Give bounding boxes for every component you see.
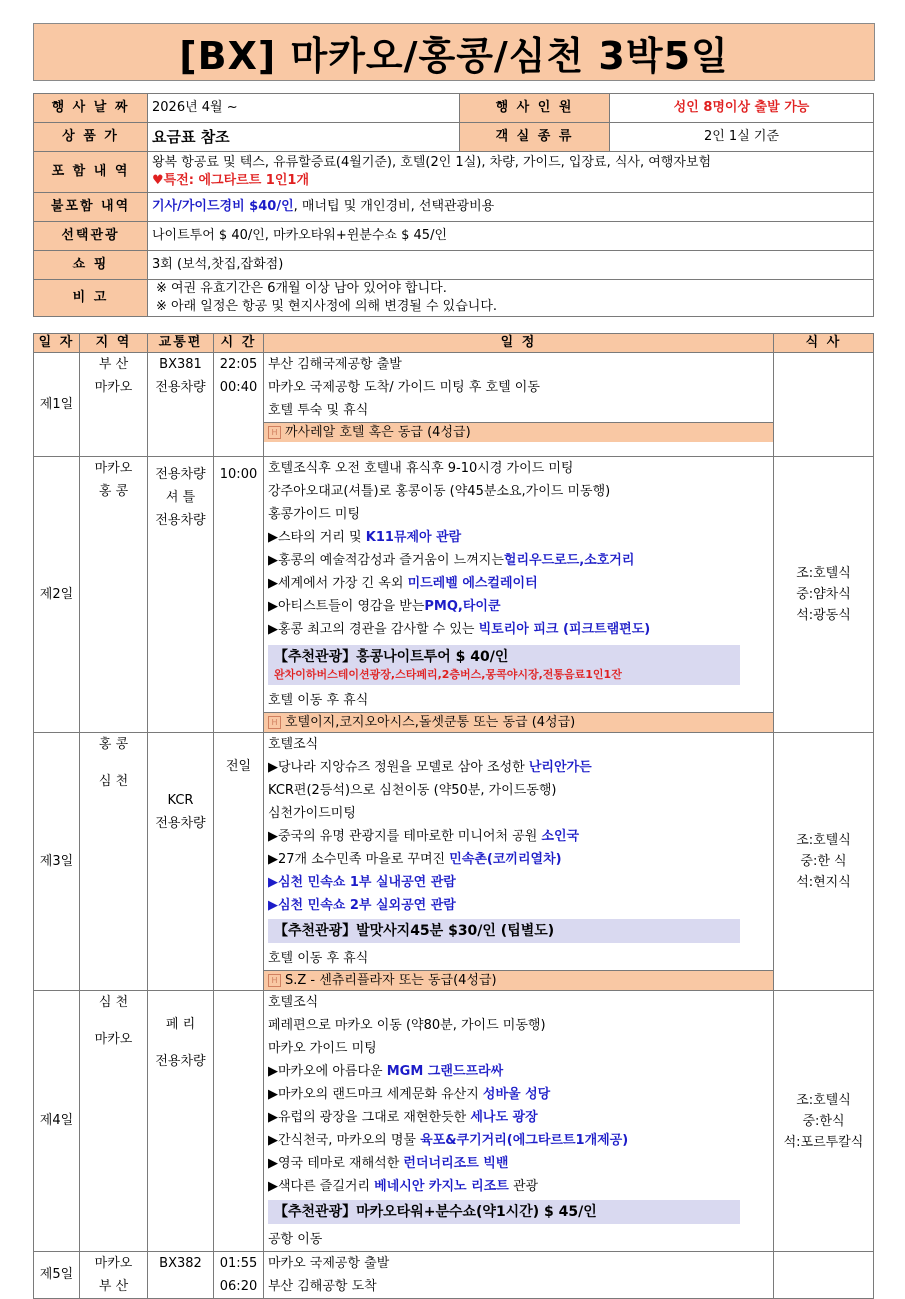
special-offer: ♥특전: 에그타르트 1인1개 <box>152 173 310 188</box>
region: 부 산 <box>98 357 129 372</box>
schedule-lines <box>268 991 769 1198</box>
line-text: ▶세계에서 가장 긴 옥외 <box>268 576 408 591</box>
transport: 전용차량 <box>155 816 206 831</box>
optional-label: 선택관광 <box>34 222 148 251</box>
schedule-line <box>268 1014 769 1037</box>
hotel-name: 호텔이지,코지오아시스,돌셋쿤통 또는 동급 (4성급) <box>285 715 576 730</box>
recommended-tour <box>268 919 740 943</box>
region: 부 산 <box>98 1279 129 1294</box>
schedule-line: 마카오 국제공항 도착/ 가이드 미팅 후 호텔 이동 <box>268 380 540 395</box>
line-highlight: K11뮤제아 관람 <box>365 530 462 545</box>
shopping-label: 쇼 핑 <box>34 251 148 280</box>
schedule-line <box>268 991 769 1014</box>
line-text: ▶마카오의 랜드마크 세계문화 유산지 <box>268 1087 483 1102</box>
meals-cell <box>774 457 874 733</box>
schedule-line <box>268 733 769 756</box>
schedule-cell <box>264 1252 774 1299</box>
exclude-cell <box>148 193 874 222</box>
region-cell <box>80 457 148 733</box>
schedule-line <box>268 1129 769 1152</box>
line-highlight: MGM 그랜드프라싸 <box>386 1064 504 1079</box>
day-label: 제1일 <box>34 353 80 457</box>
line-highlight: 미드레벨 에스컬레이터 <box>407 576 538 591</box>
schedule-line <box>268 549 769 572</box>
meal: 중:얌차식 <box>796 587 851 602</box>
transport-cell <box>148 353 214 457</box>
day-label: 제5일 <box>34 1252 80 1299</box>
transport: 페 리 <box>165 1017 196 1032</box>
line-highlight: ▶심천 민속쇼 1부 실내공연 관람 <box>268 875 456 890</box>
line-highlight: 헐리우드로드,소호거리 <box>503 553 635 568</box>
line-text: 호텔조식후 오전 호텔내 휴식후 9-10시경 가이드 미팅 <box>268 461 574 476</box>
transport: 전용차량 <box>155 467 206 482</box>
time-cell <box>214 353 264 457</box>
line-text: ▶마카오에 아름다운 <box>268 1064 387 1079</box>
line-highlight: 세나도 광장 <box>470 1110 538 1125</box>
schedule-line: 마카오 국제공항 출발 <box>268 1256 390 1271</box>
line-text: ▶홍콩 최고의 경관을 감사할 수 있는 <box>268 622 479 637</box>
region: 마카오 <box>94 1032 133 1047</box>
transport-cell <box>148 991 214 1252</box>
schedule-cell <box>264 457 774 733</box>
header-transport: 교통편 <box>148 334 214 353</box>
meal: 석:광동식 <box>796 608 851 623</box>
include-cell <box>148 152 874 193</box>
include-label: 포 함 내 역 <box>34 152 148 193</box>
transport: BX382 <box>159 1256 202 1271</box>
transport: 전용차량 <box>155 513 206 528</box>
line-text: ▶27개 소수민족 마을로 꾸며진 <box>268 852 450 867</box>
header-region: 지 역 <box>80 334 148 353</box>
region: 심 천 <box>98 995 129 1010</box>
exclude-guide-fee: 기사/가이드경비 $40/인 <box>152 199 294 214</box>
time: 06:20 <box>219 1279 258 1294</box>
time: 01:55 <box>219 1256 258 1271</box>
meal: 석:현지식 <box>796 875 851 890</box>
meal: 중:한식 <box>802 1113 845 1129</box>
region: 마카오 <box>94 1256 133 1271</box>
line-text: ▶중국의 유명 관광지를 테마로한 미니어처 공원 <box>268 829 542 844</box>
line-highlight: 빅토리아 피크 (피크트램편도) <box>478 622 651 637</box>
room-label: 객 실 종 류 <box>460 123 610 152</box>
schedule-line: 호텔 투숙 및 휴식 <box>268 403 369 418</box>
time-cell <box>214 457 264 733</box>
schedule-line <box>268 572 769 595</box>
recommended-tour <box>268 645 740 685</box>
line-highlight: 소인국 <box>541 829 580 844</box>
hotel-row <box>264 422 773 442</box>
transport: 셔 틀 <box>165 490 196 505</box>
line-text: 홍콩가이드 미팅 <box>268 507 361 522</box>
day-label: 제4일 <box>34 991 80 1252</box>
line-text: ▶당나라 지앙슈즈 정원을 모델로 삼아 조성한 <box>268 760 529 775</box>
transport: 전용차량 <box>155 1054 206 1069</box>
line-text: 호텔조식 <box>268 995 319 1010</box>
schedule-line <box>268 756 769 779</box>
line-text: ▶색다른 즐길거리 <box>268 1179 375 1194</box>
schedule-table <box>33 333 874 1299</box>
day-row <box>34 991 874 1252</box>
header-meals: 식 사 <box>774 334 874 353</box>
note-line-2: ※ 아래 일정은 항공 및 현지사정에 의해 변경될 수 있습니다. <box>156 299 498 314</box>
people-value: 성인 8명이상 출발 가능 <box>610 94 874 123</box>
line-text: 강주아오대교(셔틀)로 홍콩이동 (약45분소요,가이드 미동행) <box>268 484 611 499</box>
meal: 석:포르투칼식 <box>783 1134 864 1150</box>
people-label: 행 사 인 원 <box>460 94 610 123</box>
line-text: ▶간식천국, 마카오의 명물 <box>268 1133 421 1148</box>
schedule-line <box>268 503 769 526</box>
line-text: 페레편으로 마카오 이동 (약80분, 가이드 미동행) <box>268 1018 546 1033</box>
schedule-line <box>268 595 769 618</box>
hotel-name: 까사레알 호텔 혹은 동급 (4성급) <box>285 425 471 440</box>
schedule-line <box>268 1083 769 1106</box>
region: 마카오 <box>94 461 133 476</box>
recommended-detail: 완차이하버스테이션광장,스타페리,2층버스,몽콕야시장,전통음료1인1잔 <box>274 668 622 681</box>
line-text: ▶유럽의 광장을 그대로 재현한듯한 <box>268 1110 471 1125</box>
schedule-cell <box>264 991 774 1252</box>
recommended-title: 【추천관광】마카오타워+분수쇼(약1시간) $ 45/인 <box>274 1204 597 1220</box>
line-text: 호텔조식 <box>268 737 319 752</box>
region: 마카오 <box>94 380 133 395</box>
schedule-lines <box>268 457 769 641</box>
day-row <box>34 733 874 991</box>
date-label: 행 사 날 짜 <box>34 94 148 123</box>
schedule-line <box>268 871 769 894</box>
line-highlight: 베네시안 카지노 리조트 <box>374 1179 509 1194</box>
hotel-row <box>264 970 773 990</box>
schedule-line: 부산 김해공항 도착 <box>268 1279 377 1294</box>
schedule-line: 부산 김해국제공항 출발 <box>268 357 402 372</box>
note-cell <box>148 280 874 317</box>
schedule-line <box>268 1175 769 1198</box>
hotel-icon: H <box>268 426 281 439</box>
line-suffix: 관광 <box>508 1179 539 1194</box>
line-text: 마카오 가이드 미팅 <box>268 1041 377 1056</box>
schedule-line <box>268 825 769 848</box>
price-label: 상 품 가 <box>34 123 148 152</box>
schedule-cell <box>264 353 774 457</box>
line-highlight: 육포&쿠기거리(에그타르트1개제공) <box>420 1133 629 1148</box>
schedule-line <box>268 779 769 802</box>
exclude-rest: , 매너팁 및 개인경비, 선택관광비용 <box>293 199 495 214</box>
meal: 조:호텔식 <box>796 833 851 848</box>
schedule-line <box>268 848 769 871</box>
price-value: 요금표 참조 <box>148 123 460 152</box>
schedule-line <box>268 526 769 549</box>
time-cell <box>214 733 264 991</box>
line-text: ▶스타의 거리 및 <box>268 530 366 545</box>
line-highlight: 민속촌(코끼리열차) <box>449 852 562 867</box>
schedule-line <box>268 802 769 825</box>
region-cell <box>80 991 148 1252</box>
region-cell <box>80 733 148 991</box>
line-text: ▶아티스트들이 영감을 받는 <box>268 599 425 614</box>
line-text: 심천가이드미팅 <box>268 806 356 821</box>
schedule-lines <box>268 733 769 917</box>
transport-cell <box>148 733 214 991</box>
optional-value: 나이트투어 $ 40/인, 마카오타워+윈분수쇼 $ 45/인 <box>148 222 874 251</box>
meals-cell <box>774 353 874 457</box>
include-value: 왕복 항공료 및 텍스, 유류할증료(4월기준), 호텔(2인 1실), 차량, 가이드, 입장료, 식사, 여행자보험 <box>152 155 712 170</box>
exclude-label: 불포함 내역 <box>34 193 148 222</box>
day-label: 제3일 <box>34 733 80 991</box>
time-cell <box>214 1252 264 1299</box>
day-label: 제2일 <box>34 457 80 733</box>
line-text: ▶영국 테마로 재해석한 <box>268 1156 404 1171</box>
page-title: [BX] 마카오/홍콩/심천 3박5일 <box>33 23 875 81</box>
schedule-line <box>268 894 769 917</box>
line-text: KCR편(2등석)으로 심천이동 (약50분, 가이드동행) <box>268 783 557 798</box>
meal: 조:호텔식 <box>796 1092 851 1108</box>
line-highlight: ▶심천 민속쇼 2부 실외공연 관람 <box>268 898 456 913</box>
time: 22:05 <box>219 357 258 372</box>
region: 홍 콩 <box>98 484 129 499</box>
line-text: ▶홍콩의 예술적감성과 즐거움이 느껴지는 <box>268 553 504 568</box>
schedule-line: 공항 이동 <box>268 1232 323 1247</box>
meals-cell <box>774 1252 874 1299</box>
hotel-icon: H <box>268 974 281 987</box>
hotel-icon: H <box>268 716 281 729</box>
time: 00:40 <box>219 380 258 395</box>
meals-cell <box>774 733 874 991</box>
schedule-line <box>268 618 769 641</box>
schedule-line <box>268 1106 769 1129</box>
meal: 조:호텔식 <box>796 566 851 581</box>
meals-cell <box>774 991 874 1252</box>
transport-cell <box>148 457 214 733</box>
schedule-cell <box>264 733 774 991</box>
transport-cell <box>148 1252 214 1299</box>
schedule-line <box>268 1037 769 1060</box>
recommended-title: 【추천관광】홍콩나이트투어 $ 40/인 <box>274 649 509 665</box>
meal: 중:한 식 <box>800 854 847 869</box>
transport: BX381 <box>159 357 202 372</box>
time-cell <box>214 991 264 1252</box>
line-highlight: 난리안가든 <box>528 760 592 775</box>
hotel-name: S.Z - 센츄리플라자 또는 동급(4성급) <box>285 973 497 988</box>
schedule-line <box>268 1152 769 1175</box>
note-label: 비 고 <box>34 280 148 317</box>
info-table <box>33 93 874 317</box>
line-highlight: 런더너리조트 빅밴 <box>403 1156 509 1171</box>
note-line-1: ※ 여권 유효기간은 6개월 이상 남아 있어야 합니다. <box>156 281 447 296</box>
header-time: 시 간 <box>214 334 264 353</box>
transport: KCR <box>167 793 194 808</box>
date-value: 2026년 4월 ~ <box>148 94 460 123</box>
schedule-line: 호텔 이동 후 휴식 <box>268 951 369 966</box>
day-row <box>34 353 874 457</box>
schedule-line <box>268 480 769 503</box>
transport: 전용차량 <box>155 380 206 395</box>
schedule-line <box>268 457 769 480</box>
line-highlight: PMQ,타이쿤 <box>424 599 501 614</box>
shopping-value: 3회 (보석,찻집,잡화점) <box>148 251 874 280</box>
line-highlight: 성바울 성당 <box>482 1087 551 1102</box>
schedule-line: 호텔 이동 후 휴식 <box>268 693 369 708</box>
region-cell <box>80 1252 148 1299</box>
time: 전일 <box>225 759 252 774</box>
region: 심 천 <box>98 774 129 789</box>
schedule-line <box>268 1060 769 1083</box>
hotel-row <box>264 712 773 732</box>
day-row <box>34 457 874 733</box>
recommended-tour <box>268 1200 740 1224</box>
header-schedule: 일 정 <box>264 334 774 353</box>
recommended-title: 【추천관광】발맛사지45분 $30/인 (팁별도) <box>274 923 555 939</box>
time: 10:00 <box>219 467 258 482</box>
region-cell <box>80 353 148 457</box>
room-value: 2인 1실 기준 <box>610 123 874 152</box>
header-day: 일 자 <box>34 334 80 353</box>
day-row <box>34 1252 874 1299</box>
region: 홍 콩 <box>98 737 129 752</box>
